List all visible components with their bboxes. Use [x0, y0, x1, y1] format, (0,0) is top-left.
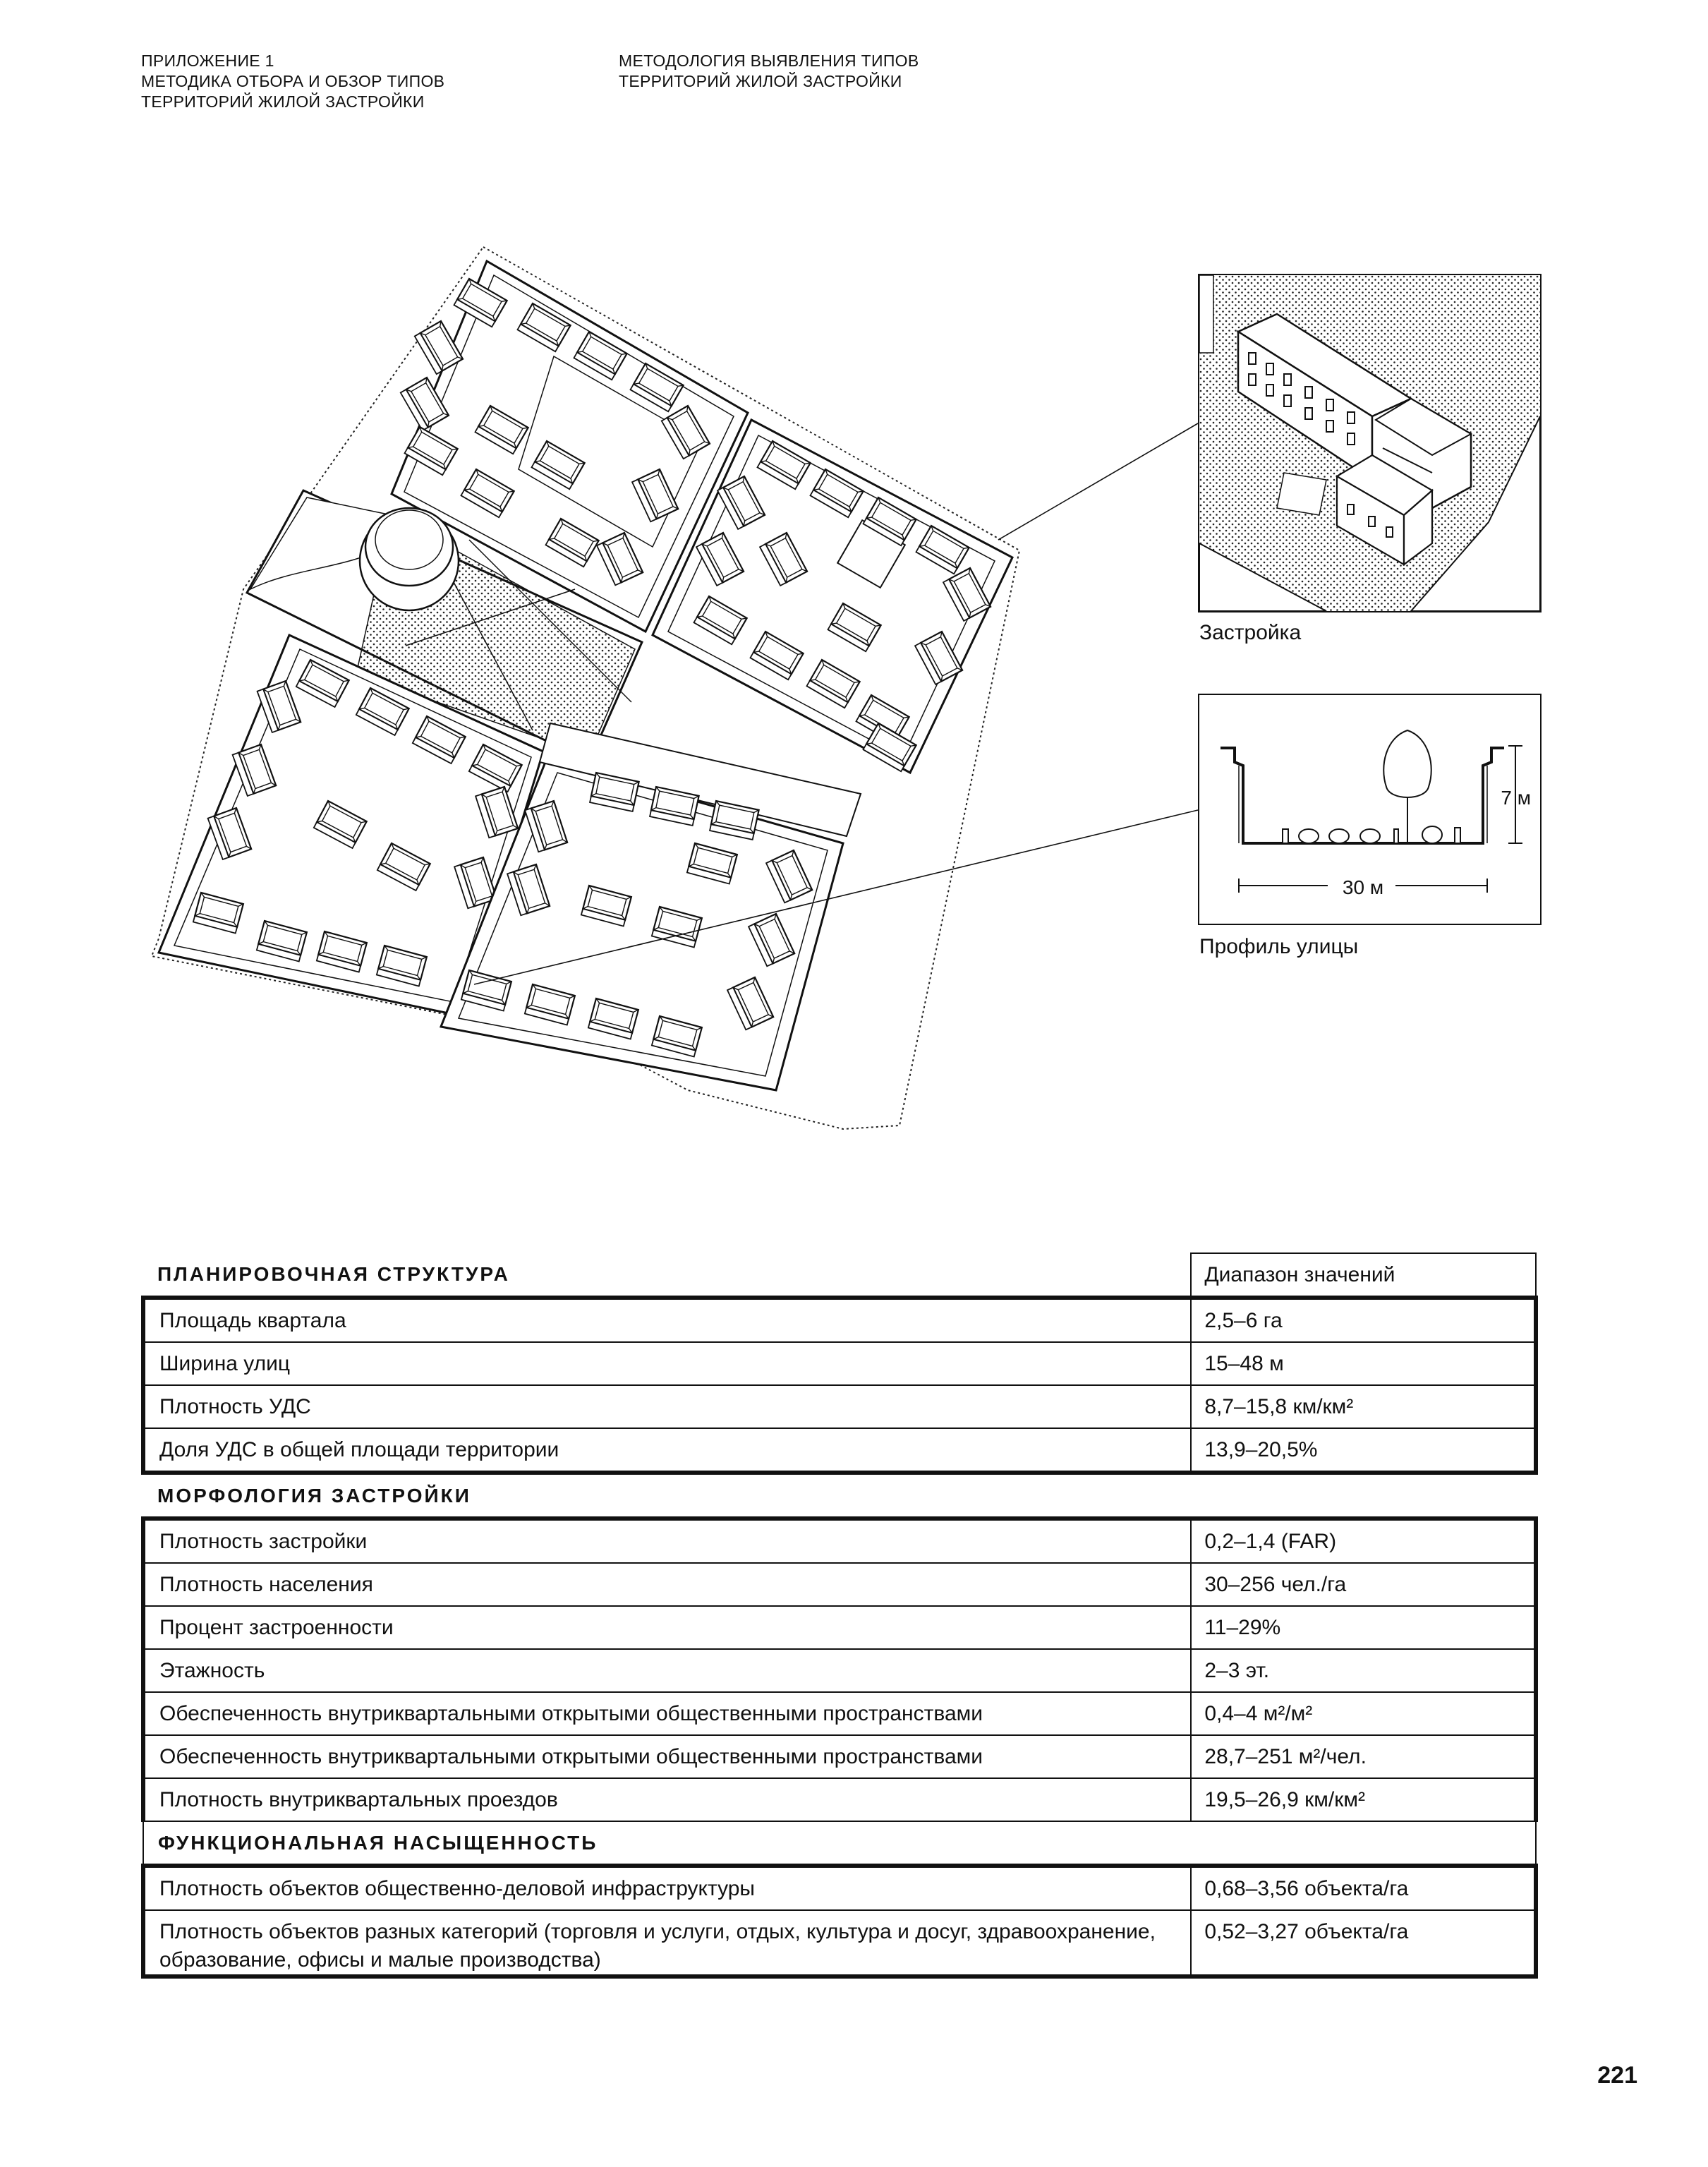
- table-row: [143, 1428, 1536, 1473]
- section-header-row: [143, 1821, 1536, 1866]
- row-label: Плотность объектов общественно-деловой инфраструктуры: [143, 1866, 1191, 1910]
- table-row: [143, 1563, 1536, 1606]
- row-value: 2,5–6 га: [1191, 1298, 1536, 1342]
- axonometric-site-plan: [138, 236, 1055, 1147]
- row-value: 0,2–1,4 (FAR): [1191, 1519, 1536, 1563]
- table-row: [143, 1606, 1536, 1649]
- row-value: 11–29%: [1191, 1606, 1536, 1649]
- row-label: Обеспеченность внутриквартальными открытыми общественными пространствами: [143, 1735, 1191, 1778]
- row-value: 30–256 чел./га: [1191, 1563, 1536, 1606]
- header-line: МЕТОДИКА ОТБОРА И ОБЗОР ТИПОВ: [141, 72, 445, 90]
- profile-width-label: 30 м: [1342, 876, 1384, 898]
- street-profile-inset: [1198, 694, 1542, 925]
- table-row: [143, 1778, 1536, 1821]
- row-value: 8,7–15,8 км/км²: [1191, 1385, 1536, 1428]
- range-header: Диапазон значений: [1191, 1253, 1536, 1298]
- row-label: Доля УДС в общей площади территории: [143, 1428, 1191, 1473]
- row-value: 13,9–20,5%: [1191, 1428, 1536, 1473]
- section-header-row: [143, 1253, 1536, 1298]
- row-value: 28,7–251 м²/чел.: [1191, 1735, 1536, 1778]
- row-label: Процент застроенности: [143, 1606, 1191, 1649]
- page-number: 221: [1597, 2062, 1637, 2089]
- table-row: [143, 1692, 1536, 1735]
- row-value: 15–48 м: [1191, 1342, 1536, 1385]
- section-title: МОРФОЛОГИЯ ЗАСТРОЙКИ: [157, 1484, 471, 1507]
- row-label: Площадь квартала: [143, 1298, 1191, 1342]
- row-value: 0,4–4 м²/м²: [1191, 1692, 1536, 1735]
- row-value: 0,52–3,27 объекта/га: [1191, 1910, 1536, 1976]
- row-label: Ширина улиц: [143, 1342, 1191, 1385]
- row-label: Этажность: [143, 1649, 1191, 1692]
- table-row: [143, 1735, 1536, 1778]
- table-row: [143, 1342, 1536, 1385]
- building-inset: [1198, 274, 1542, 612]
- profile-height-label: 7 м: [1501, 787, 1531, 809]
- building-caption: Застройка: [1199, 621, 1302, 644]
- table-row: [143, 1385, 1536, 1428]
- row-label: Обеспеченность внутриквартальными открытыми общественными пространствами: [143, 1692, 1191, 1735]
- section-header-row: [143, 1473, 1536, 1519]
- header-line: ПРИЛОЖЕНИЕ 1: [141, 52, 274, 70]
- parameters-table: [141, 1252, 1538, 1979]
- header-line: ТЕРРИТОРИЙ ЖИЛОЙ ЗАСТРОЙКИ: [619, 72, 902, 90]
- row-value: 2–3 эт.: [1191, 1649, 1536, 1692]
- table-row: [143, 1866, 1536, 1910]
- row-value: 19,5–26,9 км/км²: [1191, 1778, 1536, 1821]
- running-header-left: [141, 51, 444, 112]
- running-header-right: [619, 51, 919, 92]
- table-row: [143, 1910, 1536, 1976]
- row-value: 0,68–3,56 объекта/га: [1191, 1866, 1536, 1910]
- row-label: Плотность объектов разных категорий (торговля и услуги, отдых, культура и досуг, здравоохранение, образование, офисы и малые производства): [143, 1910, 1191, 1976]
- table-row: [143, 1519, 1536, 1563]
- row-label: Плотность внутриквартальных проездов: [143, 1778, 1191, 1821]
- section-title: ПЛАНИРОВОЧНАЯ СТРУКТУРА: [157, 1263, 510, 1285]
- section-title: ФУНКЦИОНАЛЬНАЯ НАСЫЩЕННОСТЬ: [143, 1821, 1536, 1866]
- header-line: МЕТОДОЛОГИЯ ВЫЯВЛЕНИЯ ТИПОВ: [619, 52, 919, 70]
- table-row: [143, 1649, 1536, 1692]
- row-label: Плотность УДС: [143, 1385, 1191, 1428]
- header-line: ТЕРРИТОРИЙ ЖИЛОЙ ЗАСТРОЙКИ: [141, 92, 425, 111]
- table-row: [143, 1298, 1536, 1342]
- profile-caption: Профиль улицы: [1199, 935, 1359, 958]
- row-label: Плотность застройки: [143, 1519, 1191, 1563]
- row-label: Плотность населения: [143, 1563, 1191, 1606]
